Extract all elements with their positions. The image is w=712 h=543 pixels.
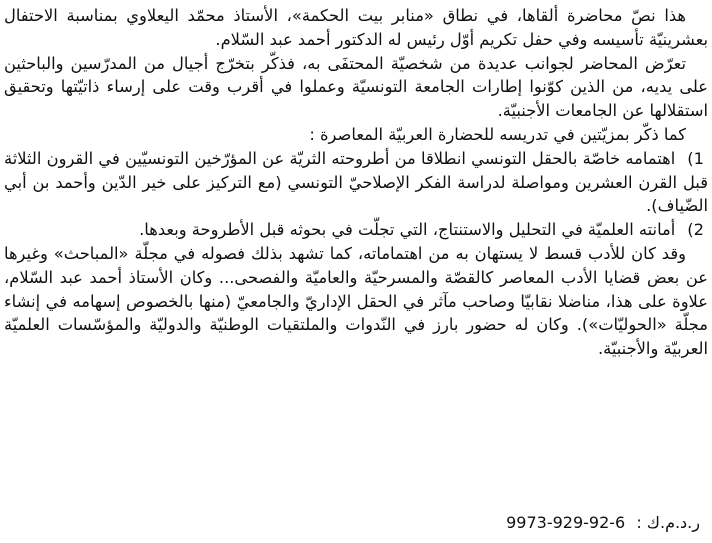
document-body xyxy=(4,4,708,361)
paragraph-lecturer: تعرّض المحاضر لجوانب عديدة من شخصيّة المحتفَى به، فذكّر بتخرّج أجيال من المدرّسين والباحثين على يديه، من الذين كوّنوا إطارات الجامعة التونسيّة وعملوا في أقرب وقت على إرساء ذاتيّتها وتحقيق استقلالها عن الجامعات الأجنبيّة. xyxy=(4,53,708,121)
list-item-2 xyxy=(4,218,708,242)
list-item-1-number: 1) xyxy=(687,148,704,168)
isbn-line xyxy=(460,513,700,532)
paragraph-merits-intro: كما ذكّر بمزيّتين في تدريسه للحضارة العربيّة المعاصرة : xyxy=(309,124,686,144)
paragraph-literature: وقد كان للأدب قسط لا يستهان به من اهتماماته، كما تشهد بذلك فصوله في مجلّة «المباحث» وغيرها عن بعض قضايا الأدب المعاصر كالقصّة والمسرحيّة والعاميّة والفصحى... وكان الأستاذ أحمد عبد السّلام، علاوة على هذا، مناضلا نقابيّا وصاحب مآثر في الحقل الإداريّ والجامعيّ (منها بالخصوص إسهامه في إنشاء مجلّة «الحوليّات»). وكان له حضور بارز في النّدوات والملتقيات الوطنيّة والدوليّة والمؤسّسات العلميّة العربيّة والأجنبيّة. xyxy=(4,243,708,359)
list-item-2-text: أمانته العلميّة في التحليل والاستنتاج، التي تجلّت في بحوثه قبل الأطروحة وبعدها. xyxy=(139,220,676,240)
list-item-1 xyxy=(4,147,708,218)
isbn-label: ر.د.م.ك : xyxy=(636,513,700,532)
isbn-number: 9973-929-92-6 xyxy=(506,513,626,532)
list-item-2-number: 2) xyxy=(687,220,704,240)
list-item-1-text: اهتمامه خاصّة بالحقل التونسي انطلاقا من أطروحته الثريّة عن المؤرّخين التونسيّين في القرون الثلاثة قبل القرن العشرين ومواصلة لدراسة الفكر الإصلاحيّ التونسي (مع التركيز على خير الدّين وأحمد بن أبي الضّياف). xyxy=(4,148,708,216)
paragraph-intro: هذا نصّ محاضرة ألقاها، في نطاق «منابر بيت الحكمة»، الأستاذ محمّد اليعلاوي بمناسبة الاحتفال بعشرينيّة تأسيسه وفي حفل تكريم أوّل رئيس له الدكتور أحمد عبد السّلام. xyxy=(4,6,708,49)
